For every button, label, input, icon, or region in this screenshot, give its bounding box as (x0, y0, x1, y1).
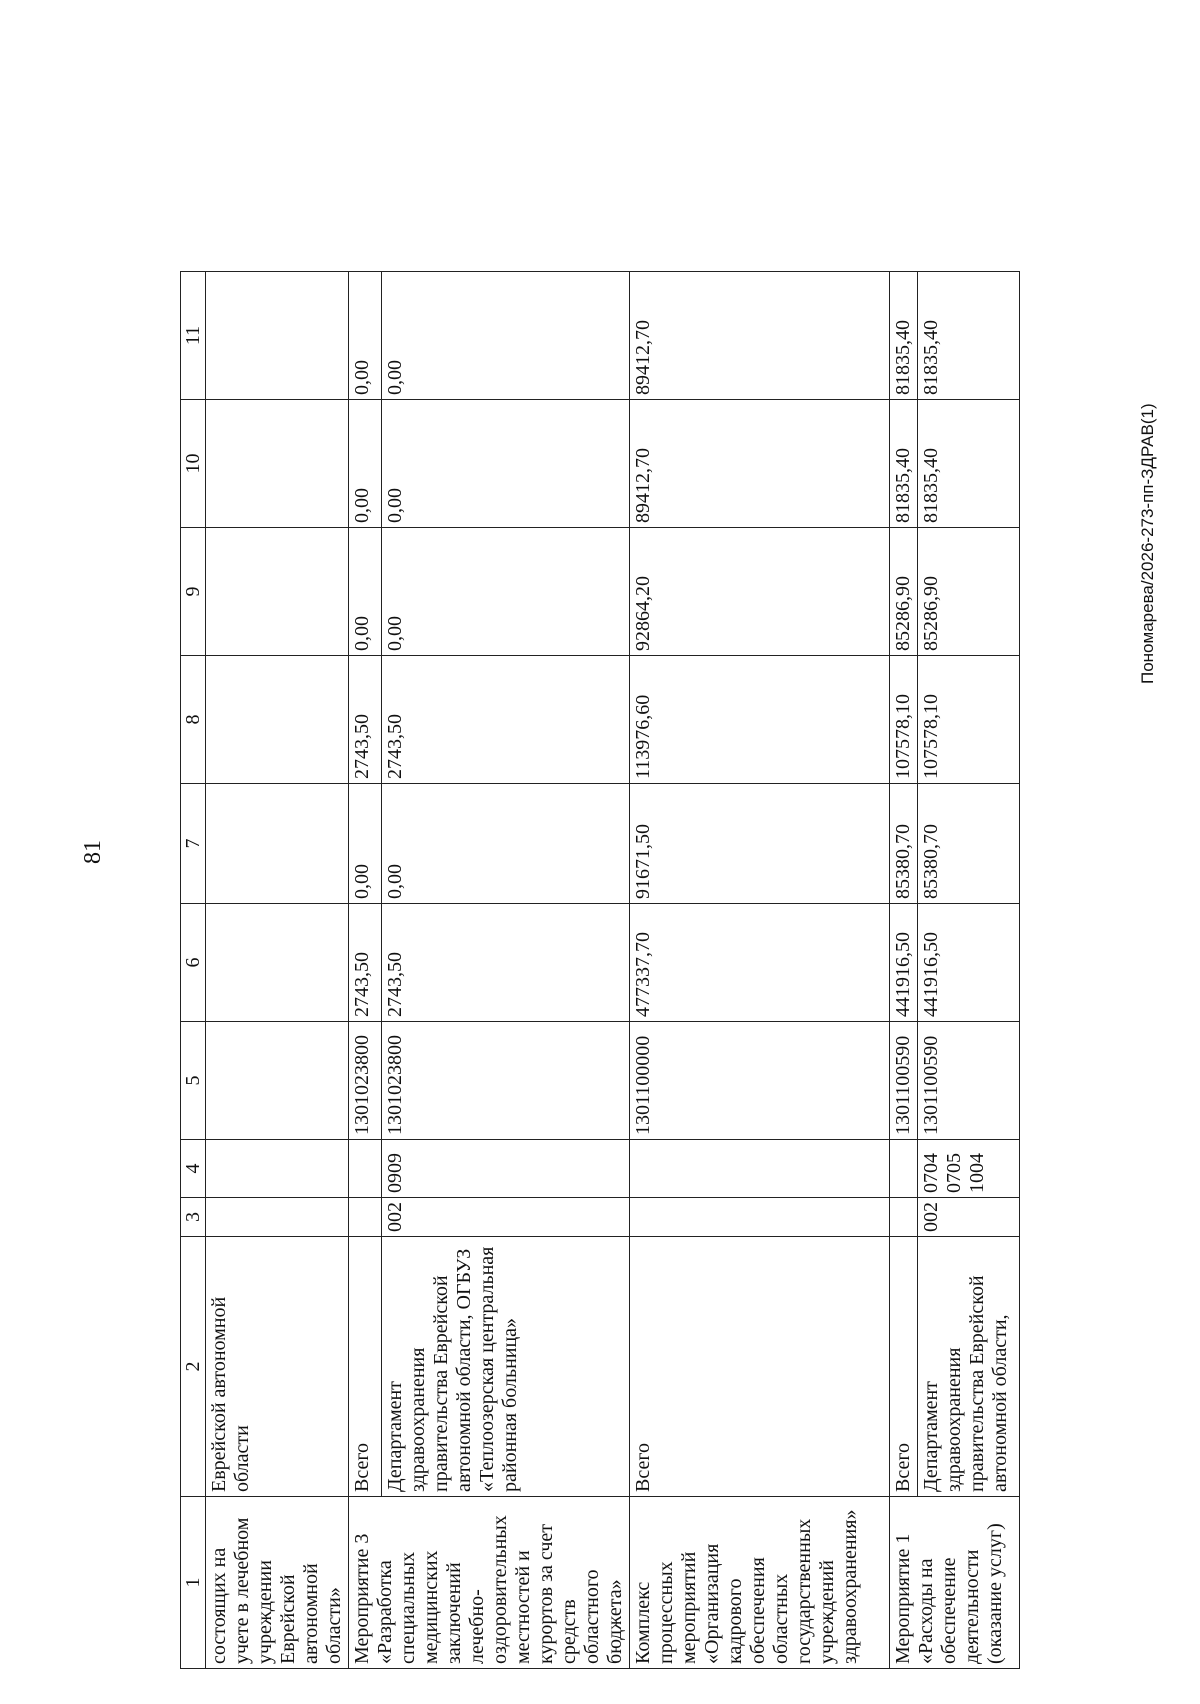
column-header-8: 8 (181, 656, 206, 784)
cell-total: 441916,50 (890, 904, 918, 1022)
cell-section (630, 1140, 890, 1198)
cell-section (349, 1140, 382, 1198)
cell-section: 0704 0705 1004 (918, 1140, 1020, 1198)
cell-executor: Еврейской автономной области (206, 1237, 349, 1497)
cell-executor: Всего (349, 1237, 382, 1497)
cell-total: 477337,70 (630, 904, 890, 1022)
cell-grbs (206, 1198, 349, 1237)
cell-section (890, 1140, 918, 1198)
cell-year-4: 81835,40 (890, 400, 918, 528)
cell-event-name: Комплекс процессных мероприятий «Организация кадрового обеспечения областных государственных учреждений здравоохранения» (630, 1497, 890, 1669)
cell-grbs (630, 1198, 890, 1237)
cell-grbs: 002 (381, 1198, 629, 1237)
cell-year-3: 0,00 (381, 528, 629, 656)
cell-target-article: 1301023800 (381, 1022, 629, 1140)
cell-year-1 (206, 784, 349, 904)
table-row (918, 272, 1020, 1669)
table-row (349, 272, 382, 1669)
cell-total: 2743,50 (349, 904, 382, 1022)
cell-executor: Департамент здравоохранения правительства Еврейской автономной области, ОГБУЗ «Теплоозерская центральная районная больница» (381, 1237, 629, 1497)
cell-year-1: 85380,70 (890, 784, 918, 904)
cell-total (206, 904, 349, 1022)
cell-year-5: 0,00 (349, 272, 382, 400)
header-row (181, 272, 206, 1669)
table-row (630, 272, 890, 1669)
document-footer-code: Пономарева/2026-273-пп-ЗДРАВ(1) (1138, 403, 1157, 684)
cell-year-3: 0,00 (349, 528, 382, 656)
column-header-11: 11 (181, 272, 206, 400)
cell-target-article: 1301023800 (349, 1022, 382, 1140)
column-header-5: 5 (181, 1022, 206, 1140)
cell-target-article (206, 1022, 349, 1140)
cell-target-article: 1301100000 (630, 1022, 890, 1140)
cell-executor: Всего (630, 1237, 890, 1497)
cell-event-name: Мероприятие 3 «Разработка специальных медицинских заключений лечебно-оздоровительных местностей и курортов за счет средств областного бюджета» (349, 1497, 630, 1669)
cell-year-4: 0,00 (381, 400, 629, 528)
cell-event-name: состоящих на учете в лечебном учреждении Еврейской автономной области» (206, 1497, 349, 1669)
cell-section (206, 1140, 349, 1198)
cell-year-4: 0,00 (349, 400, 382, 528)
cell-target-article: 1301100590 (918, 1022, 1020, 1140)
table-row (206, 272, 349, 1669)
cell-year-1: 85380,70 (918, 784, 1020, 904)
column-header-9: 9 (181, 528, 206, 656)
budget-table (180, 271, 1020, 1669)
cell-year-5: 89412,70 (630, 272, 890, 400)
cell-year-3 (206, 528, 349, 656)
cell-year-3: 92864,20 (630, 528, 890, 656)
cell-year-2: 107578,10 (918, 656, 1020, 784)
cell-year-5: 81835,40 (918, 272, 1020, 400)
column-header-4: 4 (181, 1140, 206, 1198)
cell-year-1: 0,00 (381, 784, 629, 904)
cell-year-2: 113976,60 (630, 656, 890, 784)
cell-event-name: Мероприятие 1 «Расходы на обеспечение деятельности (оказание услуг) (890, 1497, 1020, 1669)
table-row (890, 272, 918, 1669)
cell-year-5: 81835,40 (890, 272, 918, 400)
column-header-1: 1 (181, 1497, 206, 1669)
cell-grbs: 002 (918, 1198, 1020, 1237)
column-header-10: 10 (181, 400, 206, 528)
cell-year-2: 107578,10 (890, 656, 918, 784)
cell-executor: Всего (890, 1237, 918, 1497)
cell-year-5 (206, 272, 349, 400)
cell-executor: Департамент здравоохранения правительства Еврейской автономной области, (918, 1237, 1020, 1497)
cell-year-2: 2743,50 (349, 656, 382, 784)
budget-table-wrapper (180, 271, 1020, 1669)
cell-year-3: 85286,90 (918, 528, 1020, 656)
cell-year-5: 0,00 (381, 272, 629, 400)
column-header-2: 2 (181, 1237, 206, 1497)
cell-year-1: 0,00 (349, 784, 382, 904)
cell-total: 441916,50 (918, 904, 1020, 1022)
cell-year-2 (206, 656, 349, 784)
cell-year-3: 85286,90 (890, 528, 918, 656)
cell-grbs (890, 1198, 918, 1237)
cell-year-2: 2743,50 (381, 656, 629, 784)
cell-total: 2743,50 (381, 904, 629, 1022)
cell-section: 0909 (381, 1140, 629, 1198)
cell-target-article: 1301100590 (890, 1022, 918, 1140)
cell-year-4: 81835,40 (918, 400, 1020, 528)
column-header-7: 7 (181, 784, 206, 904)
cell-year-4: 89412,70 (630, 400, 890, 528)
column-header-3: 3 (181, 1198, 206, 1237)
column-header-6: 6 (181, 904, 206, 1022)
cell-year-4 (206, 400, 349, 528)
cell-grbs (349, 1198, 382, 1237)
table-row (381, 272, 629, 1669)
cell-year-1: 91671,50 (630, 784, 890, 904)
page-number: 81 (80, 840, 106, 864)
